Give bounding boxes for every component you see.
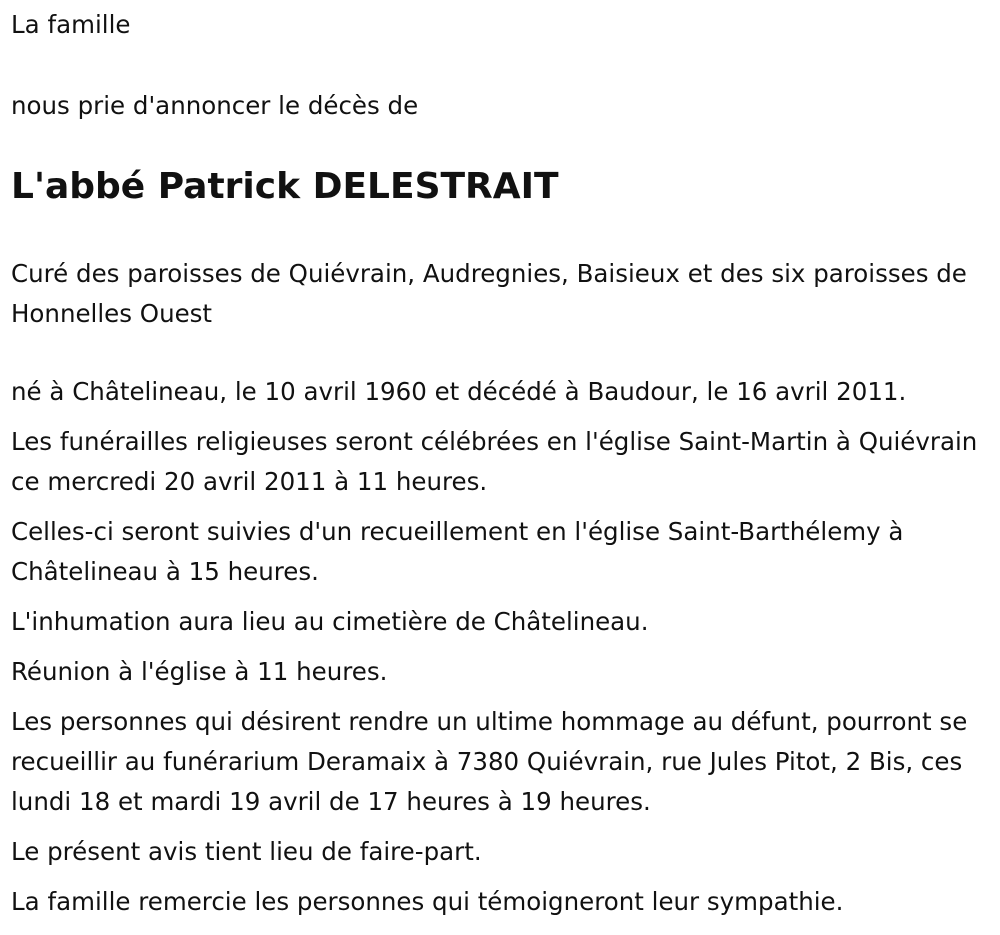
birth-death-dates: né à Châtelineau, le 10 avril 1960 et décédé à Baudour, le 16 avril 2011. — [11, 377, 907, 406]
notice-details — [11, 372, 991, 932]
intro-text: La famille — [11, 10, 131, 39]
funeral-service-info: Les funérailles religieuses seront célébrées en l'église Saint-Martin à Quiévrain ce mercredi 20 avril 2011 à 11 heures. — [11, 427, 978, 496]
gathering-info: Celles-ci seront suivies d'un recueillement en l'église Saint-Barthélemy à Châtelineau à 15 heures. — [11, 517, 904, 586]
announcement-text: nous prie d'annoncer le décès de — [11, 91, 419, 120]
burial-info: L'inhumation aura lieu au cimetière de Châtelineau. — [11, 607, 649, 636]
deceased-name: L'abbé Patrick DELESTRAIT — [11, 166, 559, 207]
funeral-home-info: Les personnes qui désirent rendre un ultime hommage au défunt, pourront se recueillir au funérarium Deramaix à 7380 Quiévrain, rue Jules Pitot, 2 Bis, ces lundi 18 et mardi 19 avril de 17 heures à 19 heures. — [11, 707, 968, 816]
family-thanks: La famille remercie les personnes qui témoigneront leur sympathie. — [11, 887, 844, 916]
announcement-note: Le présent avis tient lieu de faire-part. — [11, 837, 482, 866]
deceased-role: Curé des paroisses de Quiévrain, Audregnies, Baisieux et des six paroisses de Honnelles Ouest — [11, 259, 967, 328]
meeting-info: Réunion à l'église à 11 heures. — [11, 657, 388, 686]
